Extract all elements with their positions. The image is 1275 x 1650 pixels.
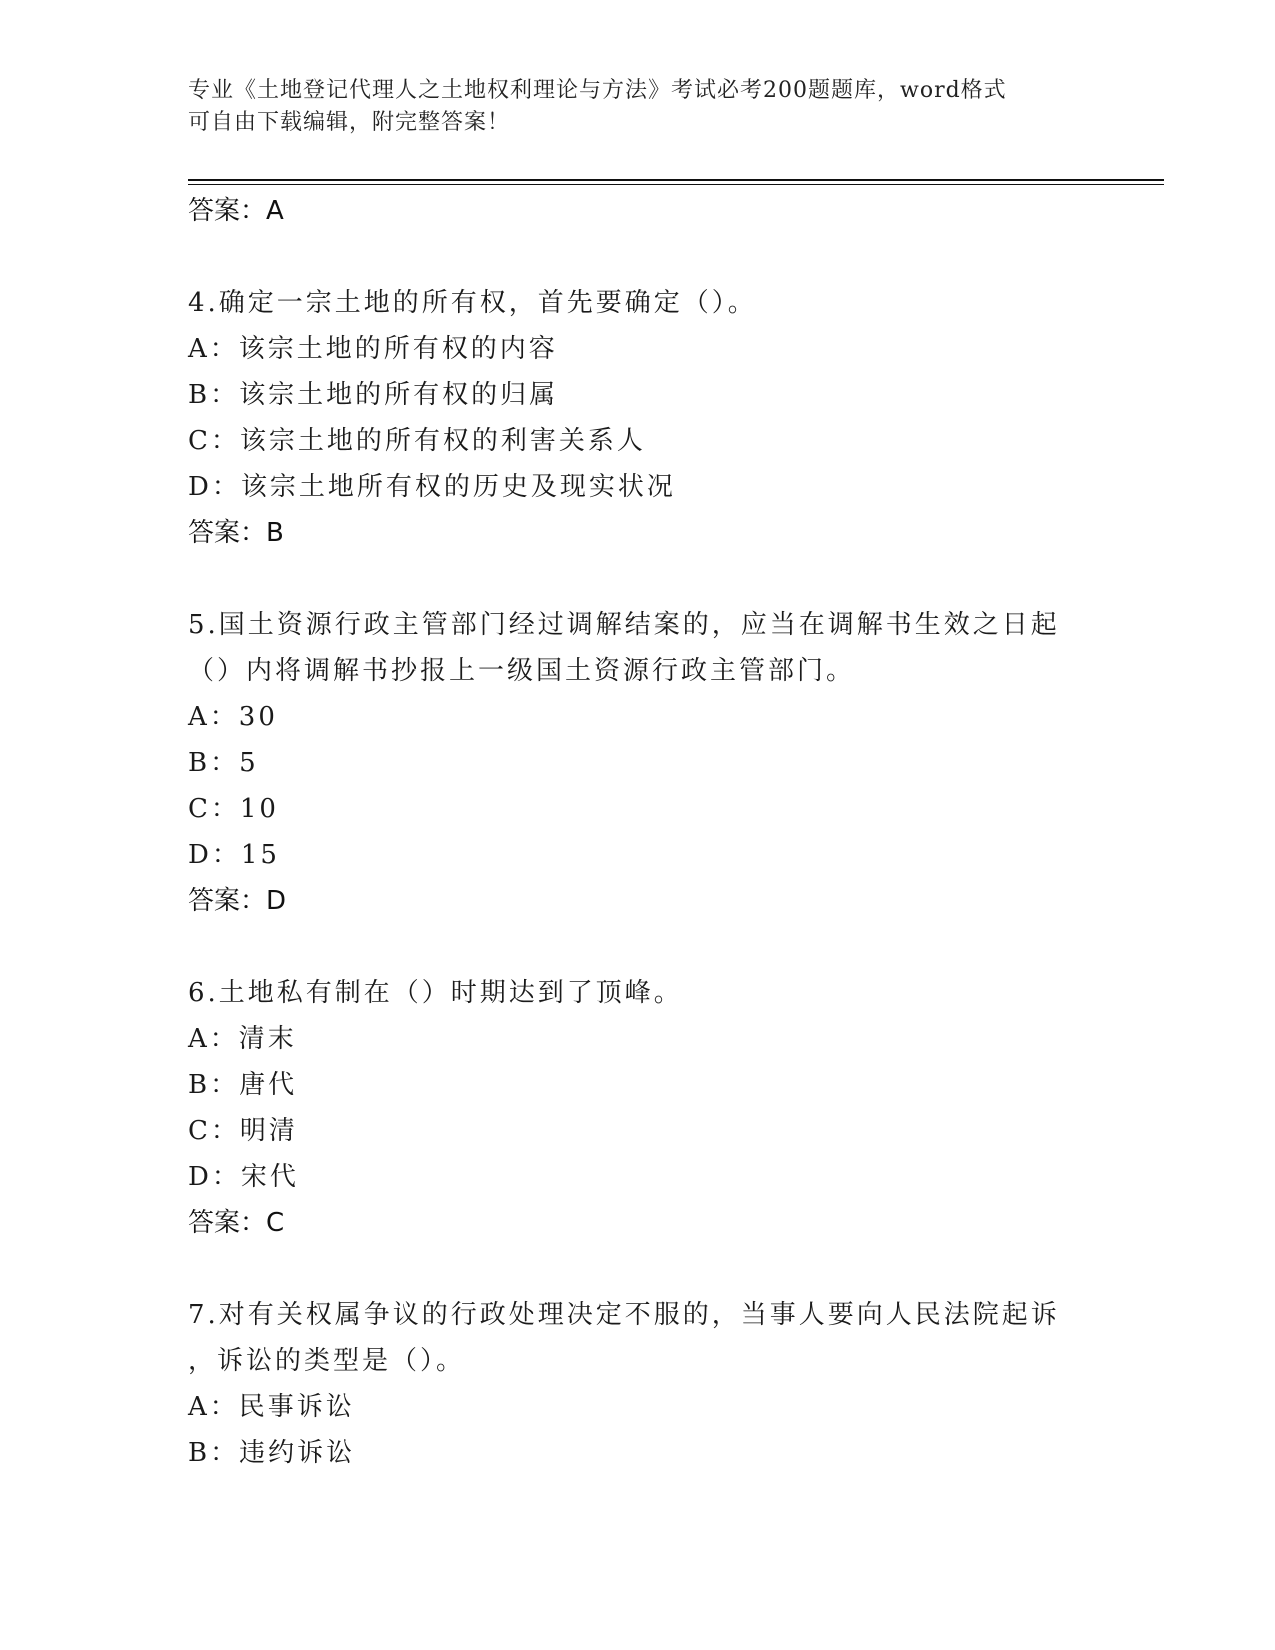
option-a: A：清末 [188, 1024, 297, 1054]
spacer [188, 1246, 1088, 1292]
question-text [188, 602, 1088, 694]
spacer [188, 556, 1088, 602]
option-b: B：唐代 [188, 1070, 298, 1100]
question-line: 4.确定一宗土地的所有权，首先要确定（）。 [188, 288, 757, 318]
question-block [188, 1292, 1088, 1476]
question-text [188, 280, 1088, 326]
header-divider-thick [188, 179, 1164, 181]
document-header [188, 75, 1088, 139]
question-line: ，诉讼的类型是（）。 [188, 1346, 466, 1376]
spacer [188, 234, 1088, 280]
option-d: D：15 [188, 840, 280, 870]
question-line: 5.国土资源行政主管部门经过调解结案的，应当在调解书生效之日起 [188, 610, 1060, 640]
option-a: A：30 [188, 702, 278, 732]
header-divider-thin [188, 184, 1164, 185]
header-line-2: 可自由下载编辑，附完整答案！ [188, 110, 511, 135]
option-d: D：宋代 [188, 1162, 299, 1192]
question-line: 6.土地私有制在（）时期达到了顶峰。 [188, 978, 683, 1008]
question-block [188, 280, 1088, 556]
answer-text: 答案：B [188, 518, 284, 548]
option-d: D：该宗土地所有权的历史及现实状况 [188, 472, 676, 502]
question-list [188, 188, 1088, 1476]
question-line: 7.对有关权属争议的行政处理决定不服的，当事人要向人民法院起诉 [188, 1300, 1060, 1330]
answer-text: 答案：A [188, 196, 284, 226]
option-b: B：5 [188, 748, 259, 778]
option-a: A：该宗土地的所有权的内容 [188, 334, 558, 364]
option-b: B：该宗土地的所有权的归属 [188, 380, 559, 410]
header-line-1: 专业《土地登记代理人之土地权利理论与方法》考试必考200题题库，word格式 [188, 78, 1007, 103]
option-c: C：明清 [188, 1116, 298, 1146]
option-c: C：该宗土地的所有权的利害关系人 [188, 426, 646, 456]
option-b: B：违约诉讼 [188, 1438, 356, 1468]
question-text [188, 970, 1088, 1016]
option-a: A：民事诉讼 [188, 1392, 355, 1422]
option-c: C：10 [188, 794, 279, 824]
answer-text: 答案：C [188, 1208, 285, 1238]
spacer [188, 924, 1088, 970]
question-line: （）内将调解书抄报上一级国土资源行政主管部门。 [188, 656, 856, 686]
question-text [188, 1292, 1088, 1384]
question-block [188, 602, 1088, 924]
answer-text: 答案：D [188, 886, 287, 916]
question-block [188, 970, 1088, 1246]
